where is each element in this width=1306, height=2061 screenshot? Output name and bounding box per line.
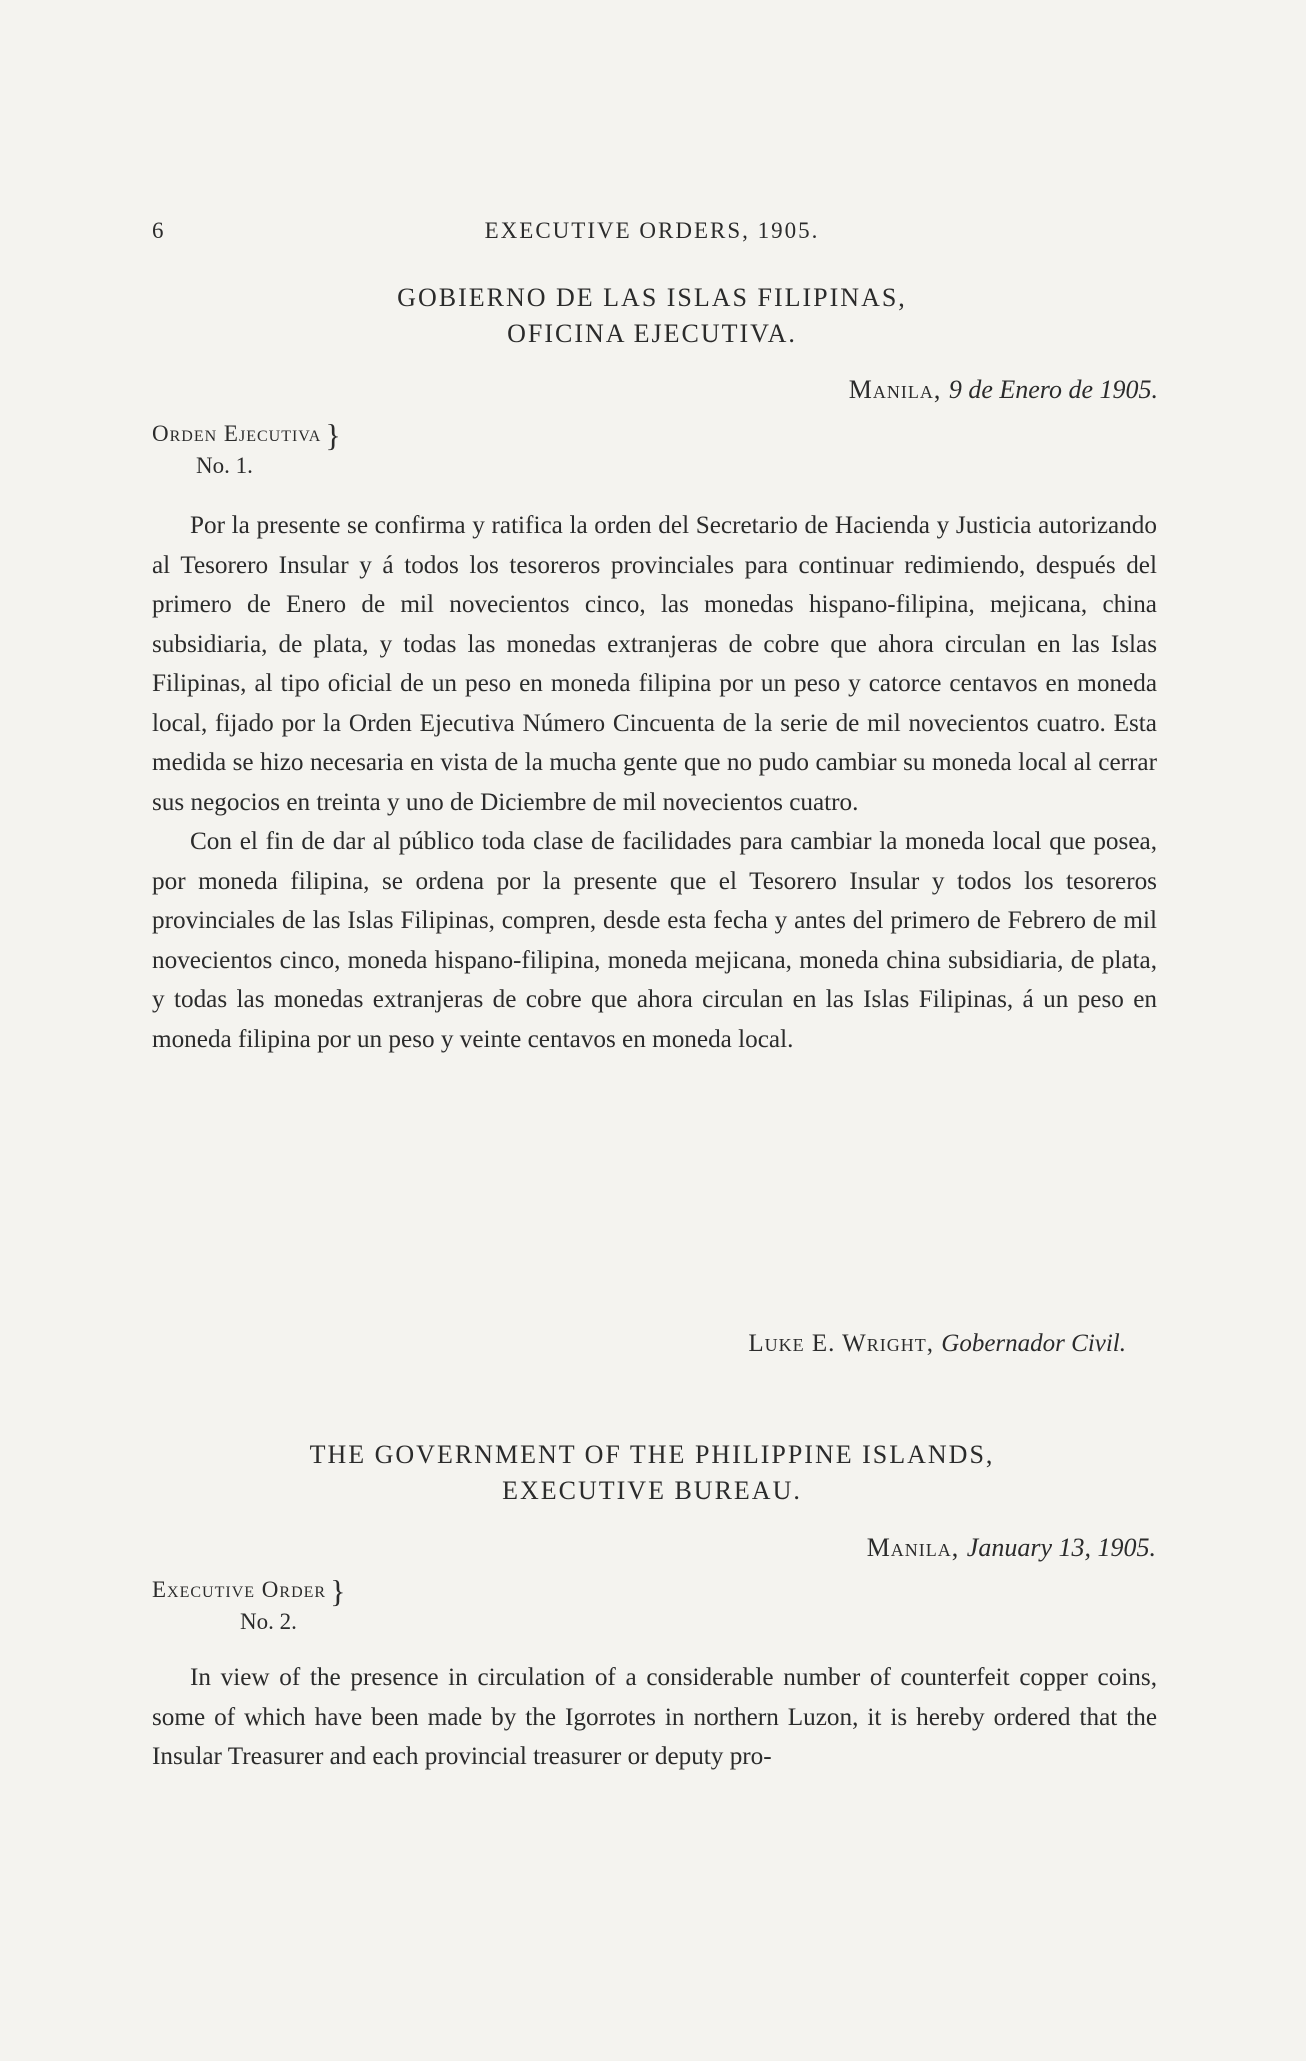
page-number: 6 <box>152 218 166 243</box>
spanish-gov-line1: GOBIERNO DE LAS ISLAS FILIPINAS, <box>397 283 907 312</box>
spanish-order-number: No. 1. <box>196 453 253 479</box>
spanish-dateline <box>849 372 1158 408</box>
spanish-gov-line2: OFICINA EJECUTIVA. <box>507 319 797 349</box>
spanish-paragraph-2: Con el fin de dar al público toda clase de facilidades para cambiar la moneda local que posea, por moneda filipina, se ordena por la presente que el Tesorero Insular y todos los tesoreros provinciales de las Islas Filipinas, compren, desde esta fecha y antes del primero de Febrero de mil novecientos cinco, moneda hispano-filipina, moneda mejicana, moneda china subsidiaria, de plata, y todas las monedas extranjeras de cobre que ahora circulan en las Islas Filipinas, á un peso en moneda filipina por un peso y veinte centavos en moneda local. <box>152 828 1157 1053</box>
brace-icon: } <box>325 417 341 454</box>
signature-title: Gobernador Civil. <box>941 1330 1126 1357</box>
english-order-body <box>152 1658 1157 1777</box>
english-order-number: No. 2. <box>240 1609 297 1635</box>
spanish-order-label <box>152 418 341 481</box>
english-paragraph-1: In view of the presence in circulation of a considerable number of counterfeit copper coins, some of which have been made by the Igorrotes in northern Luzon, it is hereby ordered that the Insular Treasurer and each provincial treasurer or deputy pro- <box>152 1664 1157 1770</box>
english-dateline-row <box>152 1530 1156 1570</box>
english-date: January 13, 1905. <box>966 1533 1156 1562</box>
spanish-date-place: Manila, <box>848 375 942 404</box>
english-government-heading <box>152 1437 1152 1510</box>
english-order-label <box>152 1574 345 1637</box>
english-gov-line1: THE GOVERNMENT OF THE PHILIPPINE ISLANDS, <box>309 1440 995 1469</box>
spanish-order-body <box>152 506 1157 1059</box>
spanish-paragraph-1: Por la presente se confirma y ratifica la orden del Secretario de Hacienda y Justicia autorizando al Tesorero Insular y á todos los tesoreros provinciales para continuar redimiendo, después del primero de Enero de mil novecientos cinco, las monedas hispano-filipina, mejicana, china subsidiaria, de plata, y todas las monedas extranjeras de cobre que ahora circulan en las Islas Filipinas, al tipo oficial de un peso en moneda filipina por un peso y catorce centavos en moneda local, fijado por la Orden Ejecutiva Número Cincuenta de la serie de mil novecientos cuatro. Esta medida se hizo necesaria en vista de la mucha gente que no pudo cambiar su moneda local al cerrar sus negocios en treinta y uno de Diciembre de mil novecientos cuatro. <box>152 512 1157 816</box>
spanish-date: 9 de Enero de 1905. <box>948 375 1158 404</box>
spanish-dateline-row <box>152 372 1158 412</box>
english-date-place: Manila, <box>866 1533 960 1562</box>
english-order-title: Executive Order <box>152 1577 327 1602</box>
english-gov-line2: EXECUTIVE BUREAU. <box>502 1476 802 1506</box>
english-dateline <box>867 1530 1156 1566</box>
spanish-signature <box>748 1330 1126 1358</box>
signature-name: Luke E. Wright, <box>748 1330 935 1357</box>
spanish-order-title: Orden Ejecutiva <box>152 421 322 446</box>
brace-icon: } <box>330 1573 346 1610</box>
running-title: EXECUTIVE ORDERS, 1905. <box>484 218 820 243</box>
spanish-government-heading <box>152 280 1152 353</box>
